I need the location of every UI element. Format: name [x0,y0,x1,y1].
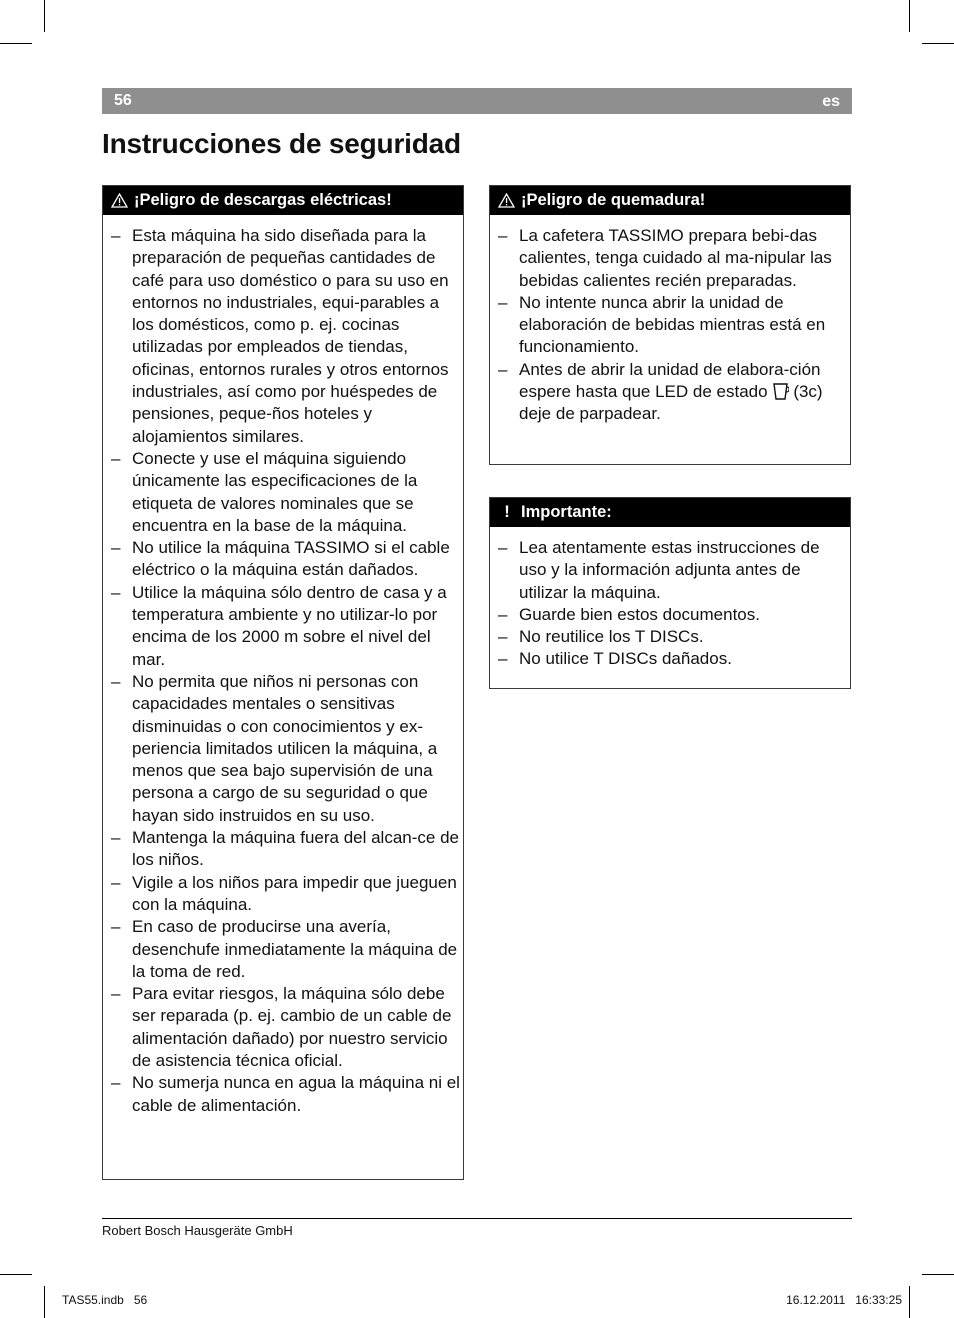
crop-mark [44,1286,45,1318]
list-item [490,359,850,426]
electric-shock-list [103,215,463,1117]
footer-divider [102,1218,852,1219]
warning-triangle-icon [498,193,515,208]
electric-shock-warning-box [102,185,464,1180]
crop-mark [909,1286,910,1318]
burn-warning-box [489,185,851,465]
page-header-bar [102,88,852,114]
list-item: – No utilice la máquina TASSIMO si el cable eléctrico o la máquina están dañados. [103,537,463,582]
list-item: – No sumerja nunca en agua la máquina ni el cable de alimentación. [103,1072,463,1117]
list-item-text: Antes de abrir la unidad de elabora-ción espere hasta que LED de estado [519,359,821,402]
list-item: – Guarde bien estos documentos. [490,604,850,626]
list-item: – La cafetera TASSIMO prepara bebi-das calientes, tenga cuidado al ma-nipular las bebidas calientes recién preparadas. [490,225,850,292]
list-item: – Mantenga la máquina fuera del alcan-ce de los niños. [103,827,463,872]
warning-triangle-icon [111,193,128,208]
footer-company: Robert Bosch Hausgeräte GmbH [102,1223,293,1238]
crop-mark [0,1274,32,1275]
crop-mark [922,1274,954,1275]
important-heading-bar [490,498,850,527]
list-item: – No permita que niños ni personas con capacidades mentales o sensitivas disminuidas o con conocimientos y ex-periencia limitados utilicen la máquina, a menos que sea bajo supervisión de una persona a cargo de su seguridad o que hayan sido instruidos en su uso. [103,671,463,827]
burn-heading: ¡Peligro de quemadura! [521,191,706,209]
list-item: – No utilice T DISCs dañados. [490,648,850,670]
important-list [490,527,850,671]
list-item: – Esta máquina ha sido diseñada para la preparación de pequeñas cantidades de café para uso doméstico o para su uso en entornos no industriales, equi-parables a los domésticos, como p. ej. cocinas utilizadas por empleados de tiendas, oficinas, entornos rurales y otros entornos industriales, así como por huéspedes de pensiones, peque-ños hoteles y alojamientos similares. [103,225,463,448]
crop-mark [922,43,954,44]
electric-shock-heading: ¡Peligro de descargas eléctricas! [134,191,392,209]
list-item-text: (3c) deje de parpadear. [519,382,823,424]
page-number: 56 [114,92,132,109]
crop-mark [909,0,910,32]
exclamation-icon: ! [504,503,510,521]
list-item: – No intente nunca abrir la unidad de elaboración de bebidas mientras está en funcionamiento. [490,292,850,359]
list-item: – Para evitar riesgos, la máquina sólo debe ser reparada (p. ej. cambio de un cable de alimentación dañado) por nuestro servicio de asistencia técnica oficial. [103,983,463,1072]
burn-list [490,215,850,426]
list-item: – Utilice la máquina sólo dentro de casa y a temperatura ambiente y no utilizar-lo por encima de los 2000 m sobre el nivel del mar. [103,582,463,671]
list-item: – Conecte y use el máquina siguiendo únicamente las especificaciones de la etiqueta de valores nominales que se encuentra en la base de la máquina. [103,448,463,537]
electric-shock-heading-bar [103,186,463,215]
important-heading: Importante: [521,503,612,521]
page-title: Instrucciones de seguridad [102,128,461,159]
cup-led-icon [772,381,789,401]
print-date-slug: 16.12.2011 16:33:25 [786,1293,902,1307]
list-item: – Vigile a los niños para impedir que jueguen con la máquina. [103,872,463,917]
crop-mark [0,43,32,44]
list-item: – No reutilice los T DISCs. [490,626,850,648]
print-file-slug: TAS55.indb 56 [62,1293,148,1307]
language-code: es [822,93,840,110]
crop-mark [44,0,45,32]
list-item: – Lea atentamente estas instrucciones de uso y la información adjunta antes de utilizar la máquina. [490,537,850,604]
burn-heading-bar [490,186,850,215]
important-notice-box [489,497,851,689]
list-item: – En caso de producirse una avería, desenchufe inmediatamente la máquina de la toma de red. [103,916,463,983]
